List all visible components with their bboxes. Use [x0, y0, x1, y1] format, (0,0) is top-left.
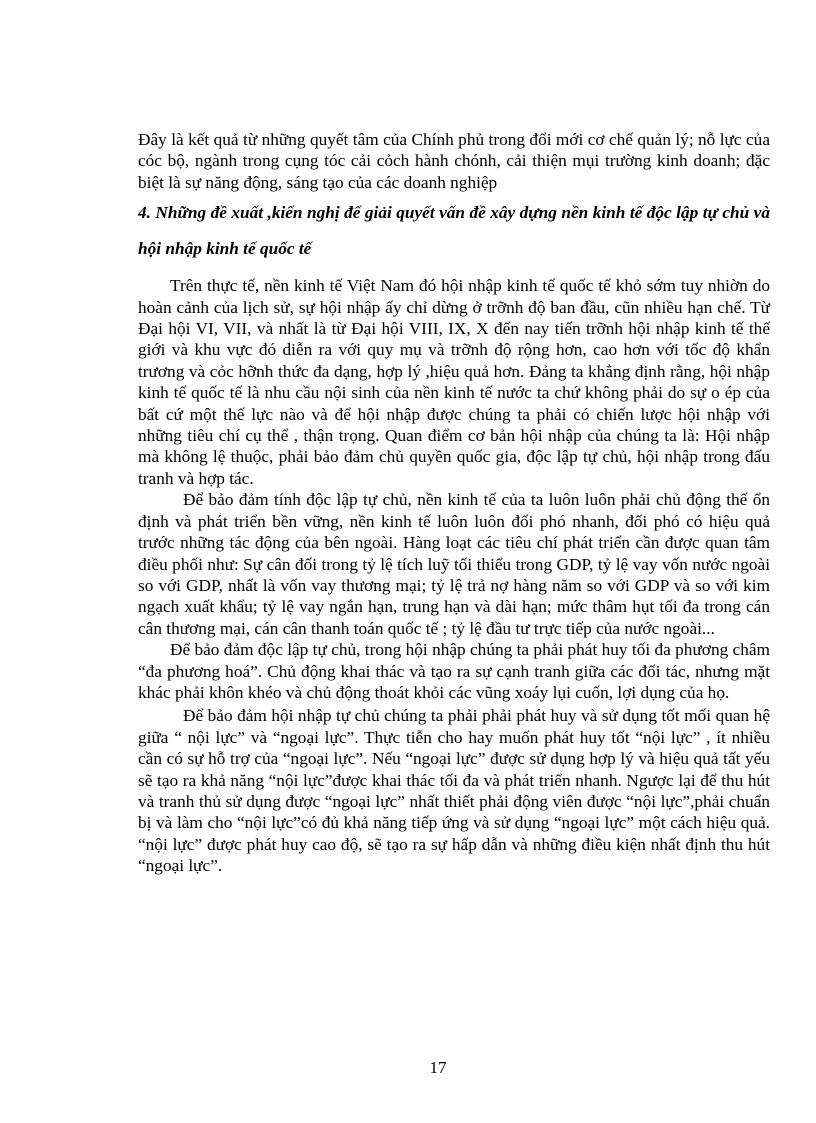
document-page [138, 129, 770, 877]
section-heading: 4. Những đề xuất ,kiến nghị để giải quyết vấn đề xây dựng nền kinh tế độc lập tự chủ và hội nhập kinh tế quốc tế [138, 203, 770, 259]
paragraph-internal-external: Để bảo đảm hội nhập tự chủ chúng ta phải phải phát huy và sử dụng tốt mối quan hệ giữa “ nội lực” và “ngoại lực”. Thực tiễn cho hay muốn phát huy tốt “nội lực” , ít nhiều cần có sự hỗ trợ của “ngoại lực”. Nếu “ngoại lực” được sử dụng hợp lý và hiệu quả tất yếu sẽ tạo ra khả năng “nội lực”được khai thác tối đa và phát triển nhanh. Ngược lại để thu hút và tranh thủ sử dụng được “ngoại lực” nhất thiết phải động viên được “nội lực”,phải chuẩn bị và làm cho “nội lực”có đủ khả năng tiếp ứng và sử dụng “ngoại lực” một cách hiệu quả. “nội lực” được phát huy cao độ, sẽ tạo ra sự hấp dẫn và những điều kiện nhất định thu hút “ngoại lực”. [138, 706, 770, 876]
paragraph-independence: Để bảo đảm tính độc lập tự chủ, nền kinh tế của ta luôn luôn phải chủ động thế ổn định và phát triển bền vững, nền kinh tế luôn luôn đối phó nhanh, đối phó có hiệu quả trước những tác động của bên ngoài. Hàng loạt các tiêu chí phát triển cần được quan tâm điều phối như: Sự cân đối trong tỷ lệ tích luỹ tối thiểu trong GDP, tỷ lệ vay vốn nước ngoài so với GDP, nhất là vốn vay thương mại; tỷ lệ trả nợ hàng năm so với GDP và so với kim ngạch xuất khẩu; tỷ lệ vay ngắn hạn, trung hạn và dài hạn; mức thâm hụt tối đa trong cán cân thương mại, cán cân thanh toán quốc tế ; tỷ lệ đầu tư trực tiếp của nước ngoài... [138, 490, 770, 638]
paragraph-overview: Trên thực tế, nền kinh tế Việt Nam đó hội nhập kinh tế quốc tế khỏ sớm tuy nhiờn do hoàn cảnh của lịch sử, sự hội nhập ấy chỉ dừng ở trỡnh độ ban đầu, cũn nhiều hạn chế. Từ Đại hội VI, VII, và nhất là từ Đại hội VIII, IX, X đến nay tiến trỡnh hội nhập kinh tế thế giới và khu vực đó diễn ra với quy mụ và trỡnh độ rộng hơn, cao hơn với tốc độ khẩn trương và cỏc hỡnh thức đa dạng, hợp lý ,hiệu quả hơn. Đảng ta khẳng định rằng, hội nhập kinh tế quốc tế là nhu cầu nội sinh của nền kinh tế nước ta chứ không phải do sự o ép của bất cứ một thế lực nào và để hội nhập được chúng ta phải có chiến lược hội nhập với những tiêu chí cụ thể , thận trọng. Quan điểm cơ bản hội nhập của chúng ta là: Hội nhập mà không lệ thuộc, phải bảo đảm chủ quyền quốc gia, độc lập tự chủ, hội nhập trong đấu tranh và hợp tác. [138, 276, 770, 488]
paragraph-multilateral: Để bảo đảm độc lập tự chủ, trong hội nhập chúng ta phải phát huy tối đa phương châm “đa phương hoá”. Chủ động khai thác và tạo ra sự cạnh tranh giữa các đối tác, nhưng mặt khác phải khôn khéo và chủ động thoát khỏi các vũng xoáy lụi cuốn, lợi dụng của họ. [138, 640, 770, 702]
page-number: 17 [429, 1058, 447, 1077]
paragraph-intro: Đây là kết quả từ những quyết tâm của Chính phủ trong đổi mới cơ chế quản lý; nỗ lực của cóc bộ, ngành trong cụng tóc cải cỏch hành chónh, cải thiện mụi trường kinh doanh; đặc biệt là sự năng động, sáng tạo của các doanh nghiệp [138, 130, 770, 192]
